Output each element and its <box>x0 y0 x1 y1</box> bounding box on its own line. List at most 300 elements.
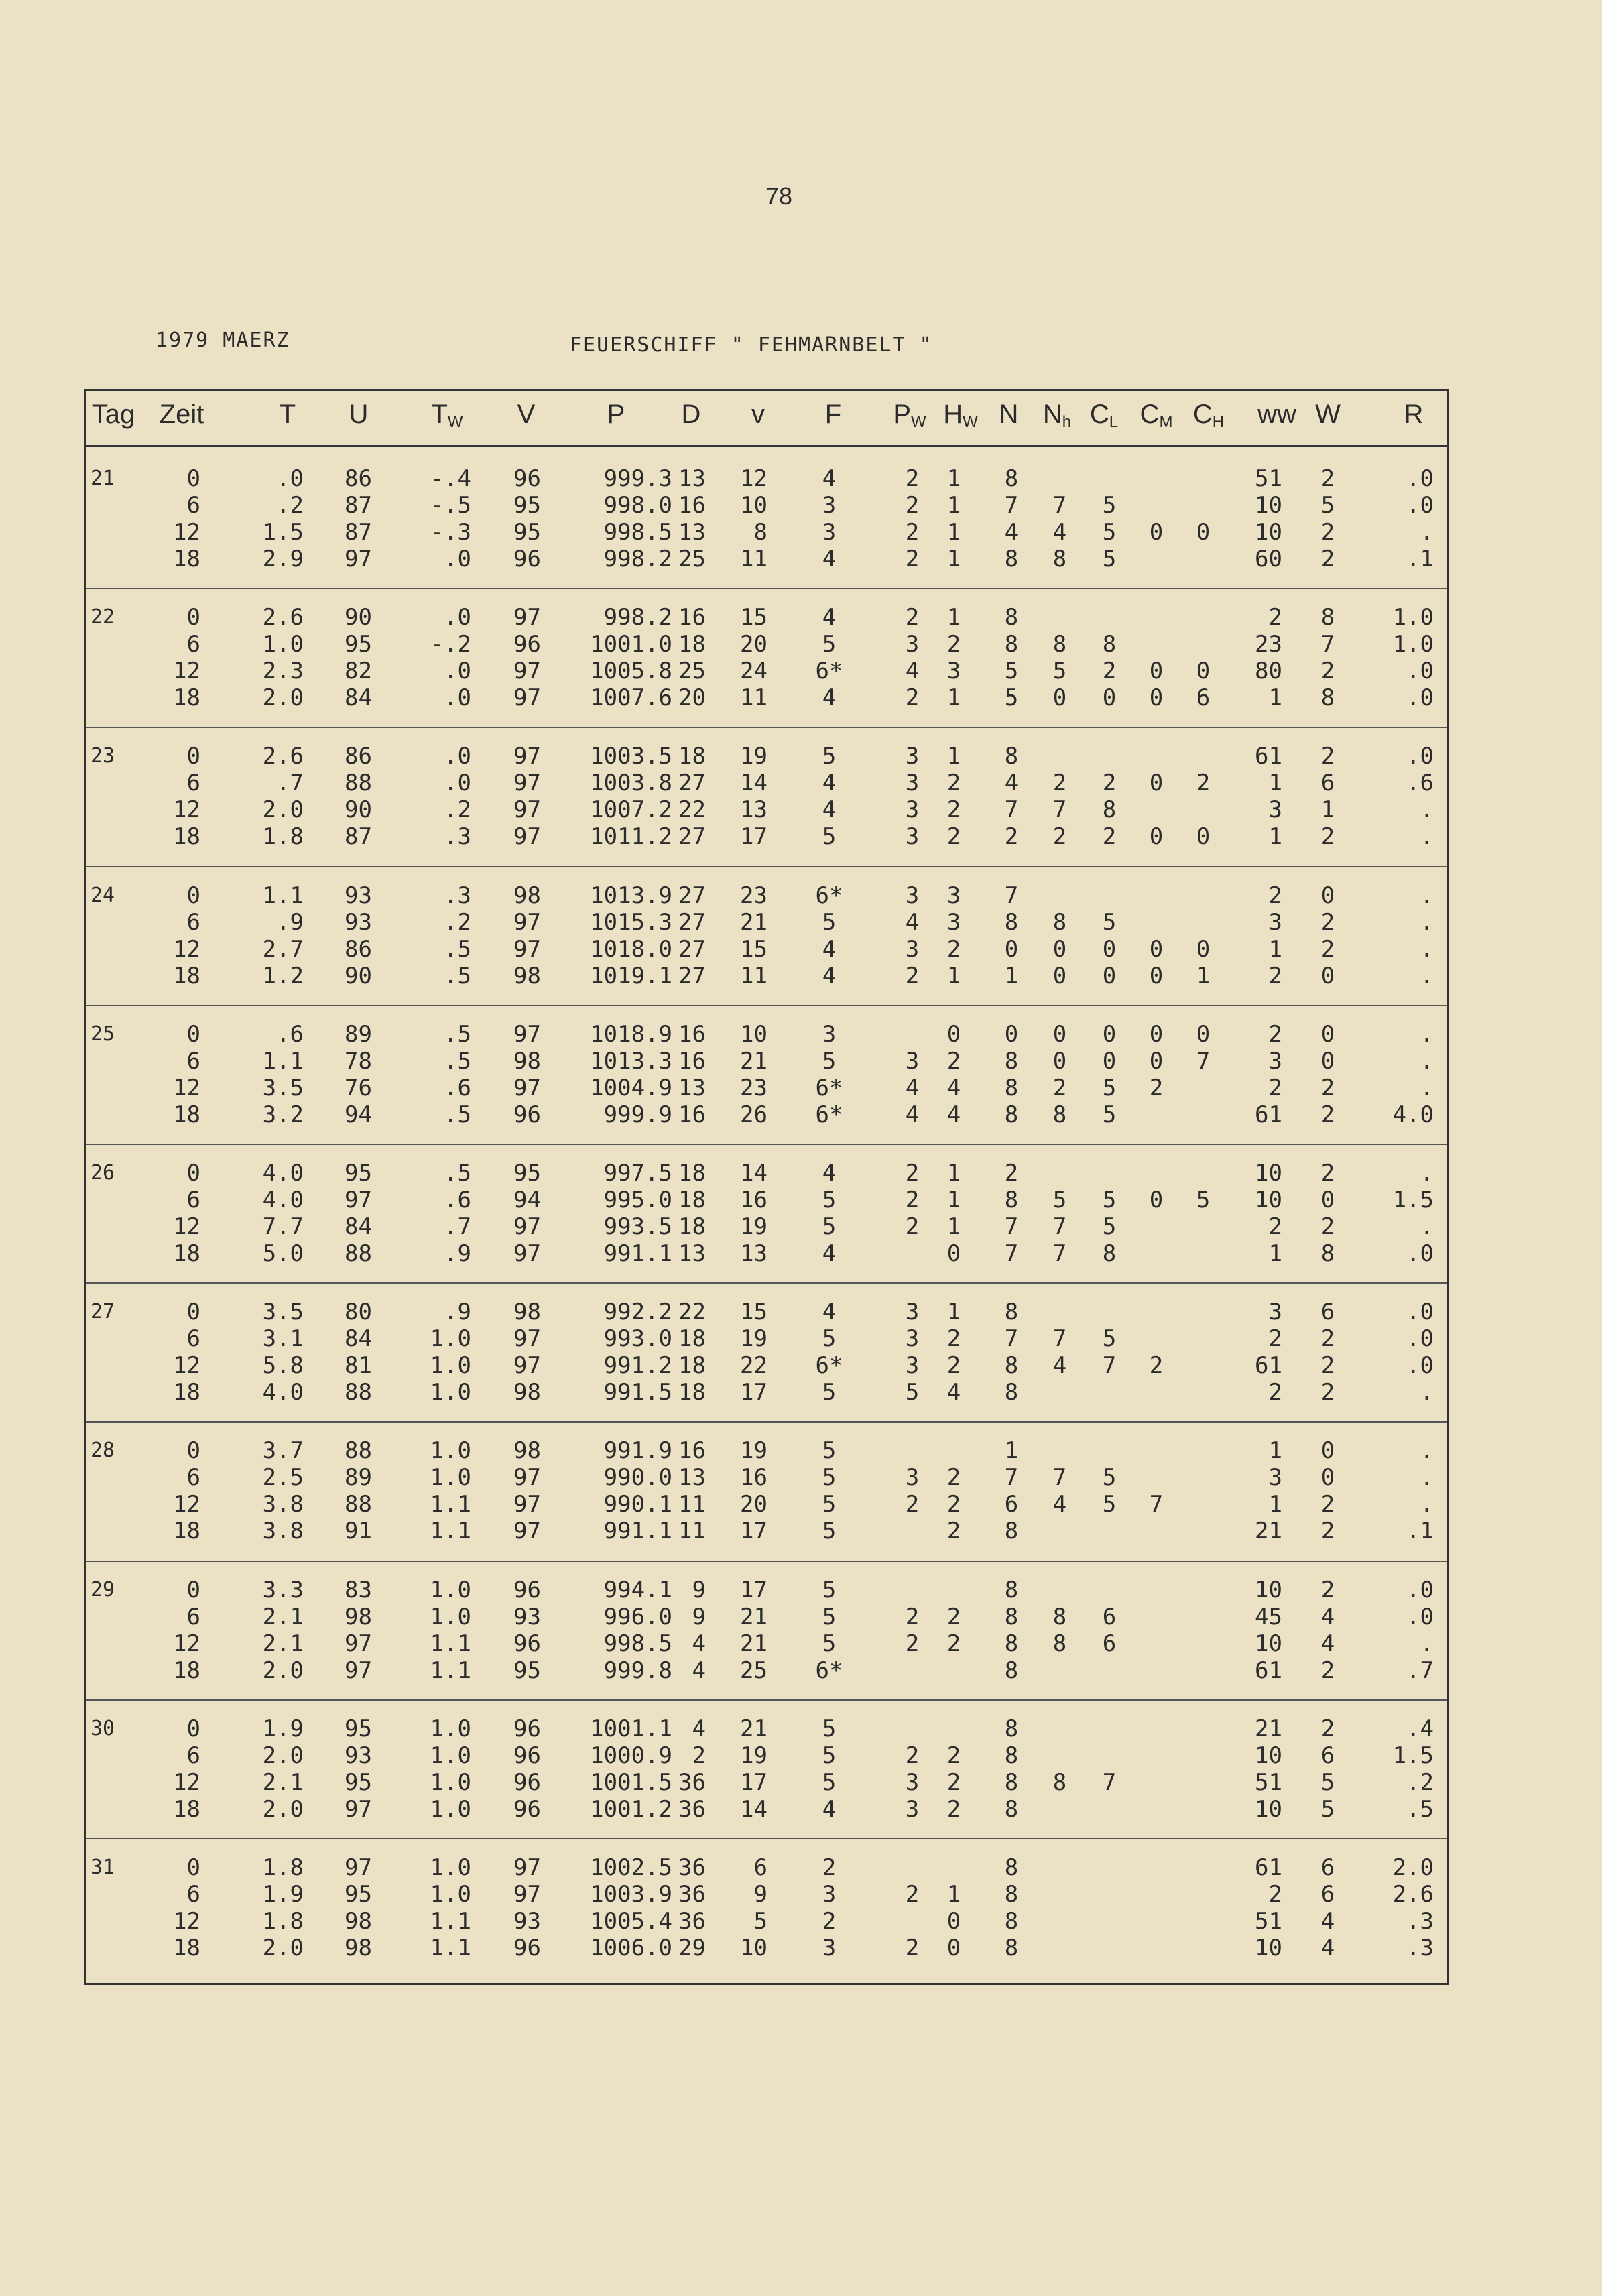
cell-t: 5.8 <box>262 1352 304 1380</box>
cell-zeit: 18 <box>173 1935 200 1961</box>
cell-f: 3 <box>822 492 837 519</box>
cell-p: 1007.6 <box>590 684 672 712</box>
cell-pw: 3 <box>905 631 920 658</box>
cell-pw: 3 <box>905 770 920 797</box>
cell-u: 83 <box>345 1576 372 1604</box>
cell-cl: 5 <box>1102 1464 1117 1492</box>
cell-ww: 1 <box>1268 1437 1282 1465</box>
cell-nh: 8 <box>1052 1630 1067 1657</box>
cell-cl: 2 <box>1102 770 1117 797</box>
cell-f: 5 <box>822 1379 837 1406</box>
cell-r: .3 <box>1406 1935 1434 1961</box>
cell-cm: 0 <box>1149 935 1164 963</box>
cell-p: 1018.0 <box>590 935 672 963</box>
cell-nh: 2 <box>1052 823 1067 851</box>
cell-v-vis: 97 <box>513 684 541 712</box>
cell-ww: 61 <box>1255 1854 1282 1881</box>
cell-r: .0 <box>1406 1352 1434 1380</box>
cell-p: 991.5 <box>603 1379 672 1406</box>
cell-zeit: 0 <box>186 882 200 909</box>
cell-ch: 7 <box>1196 1047 1211 1075</box>
cell-ww: 10 <box>1255 1795 1282 1823</box>
cell-zeit: 12 <box>173 1630 200 1657</box>
cell-cl: 6 <box>1102 1603 1117 1630</box>
cell-hw: 2 <box>946 796 961 824</box>
cell-f: 4 <box>822 546 837 572</box>
cell-v: 11 <box>740 684 767 712</box>
cell-t: 4.0 <box>262 1160 304 1187</box>
cell-p: 994.1 <box>603 1576 672 1604</box>
cell-d: 16 <box>678 1101 706 1128</box>
cell-w: 2 <box>1320 658 1335 685</box>
cell-v-vis: 96 <box>513 1101 541 1128</box>
cell-w: 6 <box>1320 1298 1335 1326</box>
cell-f: 5 <box>822 743 837 770</box>
cell-tw: 1.0 <box>430 1768 471 1796</box>
cell-d: 13 <box>678 1240 706 1267</box>
cell-p: 1002.5 <box>590 1854 672 1881</box>
cell-r: 1.5 <box>1392 1187 1434 1213</box>
day-separator <box>86 1699 1447 1701</box>
cell-w: 8 <box>1320 604 1335 631</box>
cell-pw: 2 <box>905 1742 920 1769</box>
cell-ww: 2 <box>1268 1379 1282 1406</box>
cell-tw: 1.0 <box>430 1881 471 1908</box>
cell-v: 17 <box>740 1518 767 1545</box>
cell-p: 1004.9 <box>590 1074 672 1101</box>
cell-r: . <box>1420 1074 1434 1101</box>
cell-v-vis: 96 <box>513 1935 541 1961</box>
cell-v-vis: 95 <box>513 519 541 546</box>
cell-v-vis: 97 <box>513 604 541 631</box>
cell-d: 36 <box>678 1881 706 1908</box>
cell-v-vis: 97 <box>513 1464 541 1492</box>
cell-ww: 45 <box>1255 1603 1282 1630</box>
cell-r: .0 <box>1406 1325 1434 1353</box>
cell-nh: 0 <box>1052 1047 1067 1075</box>
cell-n: 8 <box>1004 1768 1019 1796</box>
cell-u: 98 <box>345 1935 372 1961</box>
cell-f: 4 <box>822 962 837 989</box>
cell-d: 36 <box>678 1854 706 1881</box>
cell-r: .6 <box>1406 770 1434 797</box>
cell-u: 90 <box>345 796 372 824</box>
cell-nh: 7 <box>1052 796 1067 824</box>
cell-ch: 5 <box>1196 1187 1211 1213</box>
cell-hw: 4 <box>946 1101 961 1128</box>
cell-n: 8 <box>1004 1630 1019 1657</box>
day-tag: 22 <box>90 605 115 629</box>
cell-v-vis: 98 <box>513 962 541 989</box>
cell-pw: 3 <box>905 1352 920 1380</box>
cell-tw: .5 <box>444 1101 471 1128</box>
cell-t: 2.1 <box>262 1630 304 1657</box>
cell-u: 89 <box>345 1020 372 1048</box>
cell-f: 6* <box>815 1101 843 1128</box>
cell-t: 1.8 <box>262 1854 304 1881</box>
cell-hw: 2 <box>946 770 961 797</box>
cell-tw: .5 <box>444 1047 471 1075</box>
cell-t: 3.3 <box>262 1576 304 1604</box>
cell-p: 998.2 <box>603 546 672 572</box>
cell-w: 5 <box>1320 1795 1335 1823</box>
column-header-v: V <box>517 400 536 429</box>
header-year-month: 1979 MAERZ <box>156 328 290 352</box>
cell-w: 2 <box>1320 935 1335 963</box>
cell-w: 0 <box>1320 882 1335 909</box>
cell-v: 23 <box>740 882 767 909</box>
cell-zeit: 0 <box>186 1020 200 1048</box>
cell-v: 13 <box>740 1240 767 1267</box>
cell-v-vis: 97 <box>513 770 541 797</box>
cell-n: 5 <box>1004 658 1019 685</box>
cell-zeit: 12 <box>173 1491 200 1518</box>
cell-t: 5.0 <box>262 1240 304 1267</box>
cell-d: 4 <box>692 1715 706 1742</box>
cell-pw: 3 <box>905 743 920 770</box>
cell-pw: 2 <box>905 519 920 546</box>
cell-n: 4 <box>1004 519 1019 546</box>
cell-nh: 8 <box>1052 1101 1067 1128</box>
cell-tw: .0 <box>444 743 471 770</box>
cell-r: . <box>1420 1047 1434 1075</box>
cell-t: 2.5 <box>262 1464 304 1492</box>
cell-hw: 3 <box>946 658 961 685</box>
cell-cl: 0 <box>1102 684 1117 712</box>
cell-t: 1.9 <box>262 1715 304 1742</box>
cell-ww: 2 <box>1268 1213 1282 1240</box>
cell-u: 84 <box>345 684 372 712</box>
cell-t: 2.1 <box>262 1603 304 1630</box>
cell-r: .0 <box>1406 1603 1434 1630</box>
column-header-n: N <box>999 400 1019 429</box>
cell-w: 2 <box>1320 1074 1335 1101</box>
cell-w: 1 <box>1320 796 1335 824</box>
cell-u: 88 <box>345 770 372 797</box>
cell-f: 5 <box>822 1742 837 1769</box>
cell-ww: 10 <box>1255 1187 1282 1213</box>
cell-v-vis: 96 <box>513 465 541 492</box>
cell-r: .0 <box>1406 1240 1434 1267</box>
cell-cl: 0 <box>1102 1047 1117 1075</box>
column-header-t: T <box>279 400 296 429</box>
cell-nh: 4 <box>1052 1352 1067 1380</box>
cell-pw: 2 <box>905 1935 920 1961</box>
cell-v-vis: 93 <box>513 1603 541 1630</box>
cell-u: 98 <box>345 1908 372 1935</box>
cell-tw: .9 <box>444 1298 471 1326</box>
cell-v: 9 <box>753 1881 767 1908</box>
cell-ww: 51 <box>1255 1768 1282 1796</box>
cell-zeit: 12 <box>173 519 200 546</box>
cell-ww: 2 <box>1268 604 1282 631</box>
cell-r: . <box>1420 519 1434 546</box>
cell-d: 11 <box>678 1491 706 1518</box>
cell-p: 991.2 <box>603 1352 672 1380</box>
cell-hw: 1 <box>946 604 961 631</box>
cell-n: 7 <box>1004 796 1019 824</box>
cell-p: 995.0 <box>603 1187 672 1213</box>
cell-cm: 2 <box>1149 1074 1164 1101</box>
cell-zeit: 18 <box>173 962 200 989</box>
cell-u: 84 <box>345 1213 372 1240</box>
column-header-cm: $C_M$ <box>1139 400 1173 431</box>
cell-u: 95 <box>345 631 372 658</box>
cell-v-vis: 98 <box>513 1047 541 1075</box>
cell-w: 2 <box>1320 1491 1335 1518</box>
cell-u: 88 <box>345 1379 372 1406</box>
cell-t: .6 <box>276 1020 304 1048</box>
cell-d: 27 <box>678 908 706 936</box>
cell-zeit: 18 <box>173 1795 200 1823</box>
cell-ww: 23 <box>1255 631 1282 658</box>
cell-f: 2 <box>822 1854 837 1881</box>
cell-u: 87 <box>345 519 372 546</box>
cell-p: 1003.9 <box>590 1881 672 1908</box>
cell-d: 9 <box>692 1576 706 1604</box>
cell-n: 8 <box>1004 465 1019 492</box>
cell-pw: 3 <box>905 1047 920 1075</box>
cell-n: 8 <box>1004 1742 1019 1769</box>
cell-n: 8 <box>1004 1379 1019 1406</box>
cell-d: 13 <box>678 1464 706 1492</box>
cell-w: 8 <box>1320 684 1335 712</box>
cell-hw: 2 <box>946 1491 961 1518</box>
cell-v: 23 <box>740 1074 767 1101</box>
cell-f: 4 <box>822 684 837 712</box>
cell-zeit: 0 <box>186 604 200 631</box>
cell-v-vis: 96 <box>513 546 541 572</box>
column-header-nh: $N_h$ <box>1042 400 1072 431</box>
cell-ww: 10 <box>1255 1742 1282 1769</box>
cell-ww: 1 <box>1268 1491 1282 1518</box>
day-tag: 21 <box>90 467 115 490</box>
cell-u: 91 <box>345 1518 372 1545</box>
cell-cl: 8 <box>1102 1240 1117 1267</box>
cell-v: 10 <box>740 492 767 519</box>
cell-tw: 1.1 <box>430 1518 471 1545</box>
cell-nh: 8 <box>1052 1768 1067 1796</box>
cell-n: 1 <box>1004 1437 1019 1465</box>
column-header-f: F <box>824 400 842 429</box>
cell-nh: 5 <box>1052 658 1067 685</box>
cell-zeit: 0 <box>186 743 200 770</box>
cell-pw: 2 <box>905 1187 920 1213</box>
cell-t: 3.5 <box>262 1074 304 1101</box>
cell-d: 16 <box>678 1047 706 1075</box>
column-header-d: D <box>681 400 701 429</box>
cell-tw: -.5 <box>430 492 471 519</box>
cell-zeit: 18 <box>173 1656 200 1684</box>
cell-t: 3.8 <box>262 1491 304 1518</box>
cell-n: 8 <box>1004 1047 1019 1075</box>
cell-d: 36 <box>678 1768 706 1796</box>
cell-w: 2 <box>1320 908 1335 936</box>
cell-cm: 0 <box>1149 1020 1164 1048</box>
cell-hw: 1 <box>946 1881 961 1908</box>
cell-v: 19 <box>740 1437 767 1465</box>
cell-r: . <box>1420 796 1434 824</box>
cell-r: 4.0 <box>1392 1101 1434 1128</box>
cell-hw: 1 <box>946 684 961 712</box>
cell-t: 1.1 <box>262 882 304 909</box>
cell-hw: 1 <box>946 1187 961 1213</box>
cell-u: 95 <box>345 1881 372 1908</box>
cell-p: 1003.5 <box>590 743 672 770</box>
cell-tw: .2 <box>444 908 471 936</box>
cell-ww: 61 <box>1255 743 1282 770</box>
cell-u: 87 <box>345 492 372 519</box>
cell-ch: 0 <box>1196 519 1211 546</box>
cell-f: 4 <box>822 1160 837 1187</box>
cell-n: 8 <box>1004 1074 1019 1101</box>
cell-ww: 3 <box>1268 1298 1282 1326</box>
cell-t: 2.6 <box>262 743 304 770</box>
cell-u: 80 <box>345 1298 372 1326</box>
cell-tw: .9 <box>444 1240 471 1267</box>
cell-v: 11 <box>740 546 767 572</box>
cell-f: 6* <box>815 658 843 685</box>
cell-cl: 5 <box>1102 1101 1117 1128</box>
cell-ww: 51 <box>1255 465 1282 492</box>
cell-n: 0 <box>1004 935 1019 963</box>
cell-r: .4 <box>1406 1715 1434 1742</box>
cell-t: .0 <box>276 465 304 492</box>
cell-zeit: 0 <box>186 1854 200 1881</box>
day-separator <box>86 1144 1447 1145</box>
cell-ww: 21 <box>1255 1518 1282 1545</box>
cell-v: 5 <box>753 1908 767 1935</box>
cell-pw: 2 <box>905 546 920 572</box>
cell-cl: 0 <box>1102 935 1117 963</box>
cell-u: 88 <box>345 1240 372 1267</box>
cell-cm: 0 <box>1149 658 1164 685</box>
cell-d: 29 <box>678 1935 706 1961</box>
cell-pw: 3 <box>905 1464 920 1492</box>
cell-cl: 2 <box>1102 823 1117 851</box>
cell-v: 16 <box>740 1187 767 1213</box>
cell-n: 2 <box>1004 823 1019 851</box>
cell-tw: .0 <box>444 770 471 797</box>
cell-u: 86 <box>345 935 372 963</box>
cell-v-vis: 98 <box>513 1437 541 1465</box>
cell-cm: 0 <box>1149 684 1164 712</box>
cell-w: 5 <box>1320 1768 1335 1796</box>
cell-f: 6* <box>815 882 843 909</box>
cell-r: .0 <box>1406 465 1434 492</box>
cell-zeit: 18 <box>173 1379 200 1406</box>
cell-r: . <box>1420 1491 1434 1518</box>
cell-zeit: 12 <box>173 1768 200 1796</box>
cell-pw: 2 <box>905 1881 920 1908</box>
cell-tw: .6 <box>444 1187 471 1213</box>
cell-w: 2 <box>1320 1325 1335 1353</box>
column-header-ww: ww <box>1257 400 1296 429</box>
cell-w: 0 <box>1320 1187 1335 1213</box>
cell-t: 3.2 <box>262 1101 304 1128</box>
cell-d: 18 <box>678 743 706 770</box>
cell-zeit: 6 <box>186 908 200 936</box>
cell-w: 2 <box>1320 1379 1335 1406</box>
cell-r: . <box>1420 823 1434 851</box>
cell-cl: 5 <box>1102 519 1117 546</box>
cell-nh: 8 <box>1052 631 1067 658</box>
cell-d: 2 <box>692 1742 706 1769</box>
cell-u: 98 <box>345 1603 372 1630</box>
cell-zeit: 12 <box>173 796 200 824</box>
cell-w: 6 <box>1320 1854 1335 1881</box>
cell-cl: 7 <box>1102 1768 1117 1796</box>
cell-t: 2.0 <box>262 1656 304 1684</box>
cell-r: .0 <box>1406 658 1434 685</box>
cell-t: 2.3 <box>262 658 304 685</box>
cell-n: 8 <box>1004 1935 1019 1961</box>
cell-nh: 0 <box>1052 1020 1067 1048</box>
column-header-hw: $H_W$ <box>943 400 978 431</box>
cell-p: 998.5 <box>603 1630 672 1657</box>
cell-v: 14 <box>740 1795 767 1823</box>
cell-ww: 60 <box>1255 546 1282 572</box>
cell-u: 78 <box>345 1047 372 1075</box>
cell-zeit: 0 <box>186 1715 200 1742</box>
cell-v-vis: 97 <box>513 1881 541 1908</box>
cell-n: 8 <box>1004 604 1019 631</box>
cell-v: 21 <box>740 1715 767 1742</box>
cell-w: 8 <box>1320 1240 1335 1267</box>
cell-ww: 1 <box>1268 823 1282 851</box>
cell-p: 998.2 <box>603 604 672 631</box>
column-header-v: v <box>751 400 765 429</box>
cell-t: 7.7 <box>262 1213 304 1240</box>
cell-v-vis: 97 <box>513 743 541 770</box>
cell-hw: 2 <box>946 1464 961 1492</box>
day-separator <box>86 866 1447 867</box>
cell-zeit: 6 <box>186 1603 200 1630</box>
cell-v: 21 <box>740 1630 767 1657</box>
cell-v-vis: 97 <box>513 935 541 963</box>
cell-p: 999.9 <box>603 1101 672 1128</box>
cell-pw: 2 <box>905 1491 920 1518</box>
cell-cl: 5 <box>1102 908 1117 936</box>
cell-r: . <box>1420 882 1434 909</box>
cell-pw: 2 <box>905 1160 920 1187</box>
cell-v-vis: 97 <box>513 1213 541 1240</box>
cell-v: 26 <box>740 1101 767 1128</box>
cell-v: 10 <box>740 1020 767 1048</box>
column-header-pw: $P_W$ <box>893 400 926 431</box>
cell-t: .7 <box>276 770 304 797</box>
cell-n: 8 <box>1004 1298 1019 1326</box>
cell-cl: 2 <box>1102 658 1117 685</box>
cell-t: 1.1 <box>262 1047 304 1075</box>
cell-n: 8 <box>1004 1656 1019 1684</box>
cell-d: 27 <box>678 770 706 797</box>
cell-ch: 2 <box>1196 770 1211 797</box>
column-header-u: U <box>349 400 369 429</box>
cell-p: 993.0 <box>603 1325 672 1353</box>
cell-tw: 1.1 <box>430 1630 471 1657</box>
cell-r: .7 <box>1406 1656 1434 1684</box>
cell-pw: 2 <box>905 1213 920 1240</box>
cell-ww: 10 <box>1255 519 1282 546</box>
cell-pw: 4 <box>905 1101 920 1128</box>
cell-nh: 4 <box>1052 1491 1067 1518</box>
cell-v-vis: 96 <box>513 1630 541 1657</box>
cell-r: .3 <box>1406 1908 1434 1935</box>
cell-t: 1.8 <box>262 1908 304 1935</box>
cell-f: 4 <box>822 796 837 824</box>
cell-p: 991.1 <box>603 1240 672 1267</box>
